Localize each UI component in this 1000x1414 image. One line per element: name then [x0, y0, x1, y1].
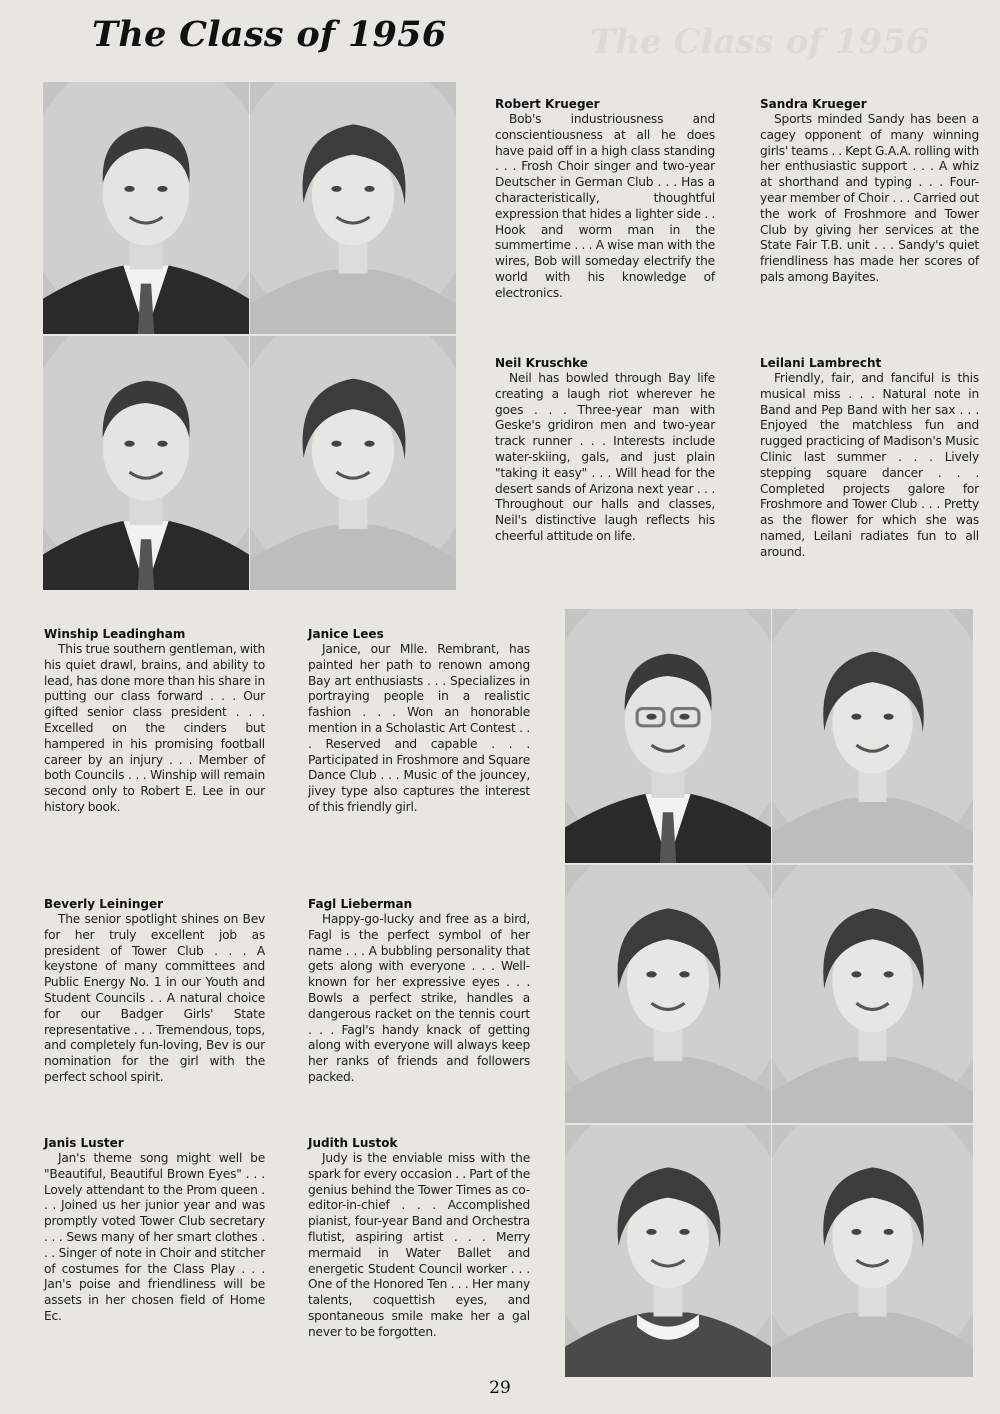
portrait-photo	[772, 865, 973, 1123]
senior-description: Sports minded Sandy has been a cagey opponent of many winning girls' teams . . Kept G.A.A. rolling with her enthusiastic support . . . A whiz at shorthand and typing . . . Four-year member of Choir . . . Carried out the work of Froshmore and Tower Club by giving her services at the State Fair T.B. unit . . . Sandy's quiet friendliness has made her scores of pals among Bayites.	[760, 112, 979, 284]
page-number: 29	[489, 1378, 511, 1398]
senior-description: Janice, our Mlle. Rembrant, has painted her path to renown among Bay art enthusiasts . . . Specializes in portraying people in a realistic fashion . . . Won an honorable mention in a Scholastic Art Contest . . . Reserved and capable . . . Participated in Froshmore and Square Dance Club . . . Music of the jouncey, jivey type also captures the interest of this friendly girl.	[308, 642, 530, 814]
portrait-photo	[43, 82, 249, 334]
portrait-photo	[43, 336, 249, 590]
senior-entry	[308, 1135, 530, 1341]
senior-name: Robert Krueger	[495, 97, 600, 111]
senior-description: Happy-go-lucky and free as a bird, Fagl is the perfect symbol of her name . . . A bubbling personality that gets along with everyone . . . Well-known for her expressive eyes . . . Bowls a perfect strike, handles a dangerous racket on the tennis court . . . Fagl's handy knack of getting along with everyone will always keep her ranks of friends and followers packed.	[308, 912, 530, 1084]
portrait-silhouette	[772, 865, 973, 1123]
senior-name: Leilani Lambrecht	[760, 356, 882, 370]
portrait-silhouette	[250, 82, 456, 334]
senior-entry	[760, 355, 979, 561]
portrait-silhouette	[772, 609, 973, 863]
senior-description: Judy is the enviable miss with the spark for every occasion . . Part of the genius behind the Tower Times as co-editor-in-chief . . . Accomplished pianist, four-year Band and Orchestra flutist, aspiring artist . . . Merry mermaid in Water Ballet and energetic Student Council worker . . . One of the Honored Ten . . . Her many talents, coquettish eyes, and spontaneous smile make her a gal never to be forgotten.	[308, 1151, 530, 1339]
senior-description: Bob's industriousness and conscientiousness at all he does have paid off in a high class standing . . . Frosh Choir singer and two-year Deutscher in German Club . . . Has a characteristically, thoughtful expression that hides a lighter side . . Hook and worm man in the summertime . . . A wise man with the wires, Bob will someday electrify the world with his knowledge of electronics.	[495, 112, 715, 300]
portrait-photo	[565, 1125, 771, 1377]
senior-name: Janis Luster	[44, 1136, 124, 1150]
portrait-silhouette	[565, 865, 771, 1123]
portrait-photo	[250, 336, 456, 590]
page-title: The Class of 1956	[92, 14, 447, 55]
portrait-silhouette	[250, 336, 456, 590]
senior-description: Neil has bowled through Bay life creating a laugh riot wherever he goes . . . Three-year man with Geske's gridiron men and two-year track runner . . . Interests include water-skiing, gals, and just plain "taking it easy" . . . Will head for the desert sands of Arizona next year . . . Throughout our halls and classes, Neil's distinctive laugh reflects his cheerful attitude on life.	[495, 371, 715, 543]
portrait-photo	[772, 1125, 973, 1377]
senior-entry	[44, 1135, 265, 1325]
senior-entry	[44, 896, 265, 1086]
bleed-through-title: The Class of 1956	[590, 22, 930, 62]
portrait-silhouette	[43, 336, 249, 590]
portrait-silhouette	[565, 609, 771, 863]
senior-name: Beverly Leininger	[44, 897, 164, 911]
portrait-silhouette	[565, 1125, 771, 1377]
senior-entry	[44, 626, 265, 816]
senior-description: The senior spotlight shines on Bev for her truly excellent job as president of Tower Club . . . A keystone of many committees and Public Energy No. 1 in our Youth and Student Councils . . A natural choice for our Badger Girls' State representative . . . Tremendous, tops, and completely fun-loving, Bev is our nomination for the girl with the perfect school spirit.	[44, 912, 265, 1084]
senior-entry	[495, 96, 715, 302]
senior-entry	[308, 896, 530, 1086]
senior-name: Judith Lustok	[308, 1136, 398, 1150]
senior-description: Jan's theme song might well be "Beautiful, Beautiful Brown Eyes" . . . Lovely attendant to the Prom queen . . . Joined us her junior year and was promptly voted Tower Club secretary . . . Sews many of her smart clothes . . . Singer of note in Choir and stitcher of costumes for the Class Play . . . Jan's poise and friendliness will be assets in her chosen field of Home Ec.	[44, 1151, 265, 1323]
senior-description: This true southern gentleman, with his quiet drawl, brains, and ability to lead, has done more than his share in putting our class forward . . . Our gifted senior class president . . . Excelled on the cinders but hampered in his promising football career by an injury . . . Member of both Councils . . . Winship will remain second only to Robert E. Lee in our history book.	[44, 642, 265, 814]
portrait-photo	[250, 82, 456, 334]
portrait-photo	[772, 609, 973, 863]
portrait-silhouette	[43, 82, 249, 334]
senior-name: Winship Leadingham	[44, 627, 186, 641]
senior-entry	[760, 96, 979, 286]
portrait-silhouette	[772, 1125, 973, 1377]
senior-name: Fagl Lieberman	[308, 897, 413, 911]
senior-entry	[495, 355, 715, 545]
senior-name: Sandra Krueger	[760, 97, 867, 111]
senior-description: Friendly, fair, and fanciful is this musical miss . . . Natural note in Band and Pep Band with her sax . . . Enjoyed the matchless fun and rugged practicing of Madison's Music Clinic last summer . . . Lively stepping square dancer . . . Completed projects galore for Froshmore and Tower Club . . . Pretty as the flower for which she was named, Leilani radiates fun to all around.	[760, 371, 979, 559]
senior-name: Neil Kruschke	[495, 356, 588, 370]
senior-name: Janice Lees	[308, 627, 384, 641]
portrait-photo	[565, 865, 771, 1123]
senior-entry	[308, 626, 530, 816]
portrait-photo	[565, 609, 771, 863]
